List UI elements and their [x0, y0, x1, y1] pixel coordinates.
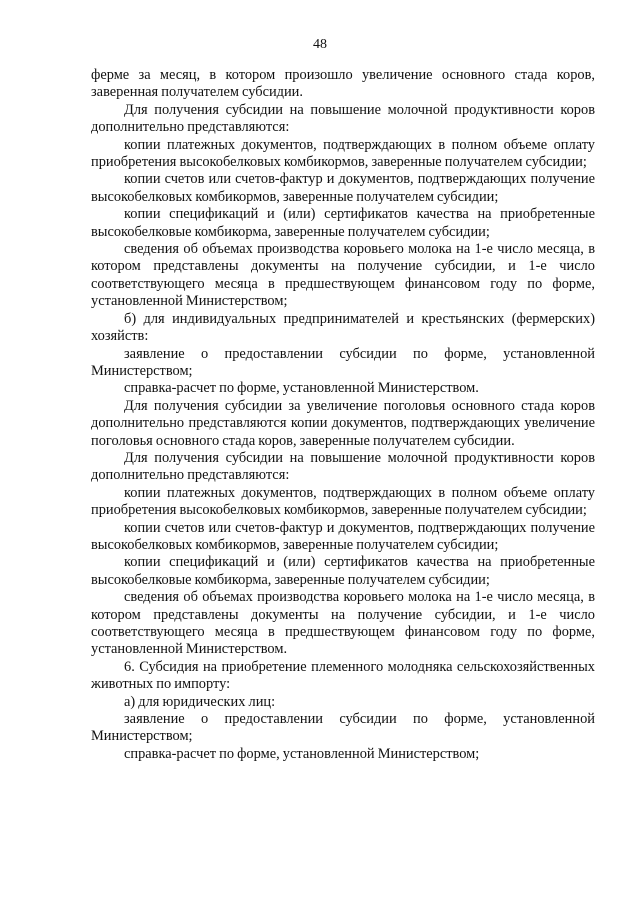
paragraph: сведения об объемах производства коровьего молока на 1-е число месяца, в котором представлены документы на получение субсидии, и 1-е число соответствующего месяца в предшествующем финансовом году по форме, установленной Министерством.: [91, 589, 595, 658]
section-heading-paragraph: 6. Субсидия на приобретение племенного молодняка сельскохозяйственных животных по импорту:: [91, 658, 595, 693]
paragraph: а) для юридических лиц:: [124, 693, 276, 710]
paragraph: справка-расчет по форме, установленной Министерством.: [124, 380, 479, 397]
paragraph: б) для индивидуальных предпринимателей и крестьянских (фермерских) хозяйств:: [91, 310, 595, 345]
paragraph: Для получения субсидии на повышение молочной продуктивности коров дополнительно представляются:: [91, 449, 595, 484]
paragraph: копии спецификаций и (или) сертификатов качества на приобретенные высокобелковые комбикорма, заверенные получателем субсидии;: [91, 206, 595, 240]
paragraph: сведения об объемах производства коровьего молока на 1-е число месяца, в котором представлены документы на получение субсидии, и 1-е число соответствующего месяца в предшествующем финансовом году по форме, установленной Министерством;: [91, 241, 595, 310]
paragraph: копии счетов или счетов-фактур и документов, подтверждающих получение высокобелковых комбикормов, заверенные получателем субсидии;: [91, 519, 595, 553]
paragraph: Для получения субсидии на повышение молочной продуктивности коров дополнительно представляются:: [91, 101, 595, 136]
paragraph: копии счетов или счетов-фактур и документов, подтверждающих получение высокобелковых комбикормов, заверенные получателем субсидии;: [91, 171, 595, 205]
document-body: [91, 67, 595, 763]
paragraph: ферме за месяц, в котором произошло увеличение основного стада коров, заверенная получателем субсидии.: [91, 67, 595, 101]
paragraph: копии спецификаций и (или) сертификатов качества на приобретенные высокобелковые комбикорма, заверенные получателем субсидии;: [91, 554, 595, 588]
paragraph: копии платежных документов, подтверждающих в полном объеме оплату приобретения высокобелковых комбикормов, заверенные получателем субсидии;: [91, 484, 595, 519]
paragraph: копии платежных документов, подтверждающих в полном объеме оплату приобретения высокобелковых комбикормов, заверенные получателем субсидии;: [91, 136, 595, 171]
page-number: 48: [313, 37, 327, 52]
paragraph: справка-расчет по форме, установленной Министерством;: [124, 745, 480, 762]
paragraph: заявление о предоставлении субсидии по форме, установленной Министерством;: [91, 711, 595, 745]
paragraph: заявление о предоставлении субсидии по форме, установленной Министерством;: [91, 345, 595, 379]
paragraph: Для получения субсидии за увеличение поголовья основного стада коров дополнительно представляются копии документов, подтверждающих увеличение поголовья основного стада коров, заверенные получателем субсидии.: [91, 397, 595, 449]
